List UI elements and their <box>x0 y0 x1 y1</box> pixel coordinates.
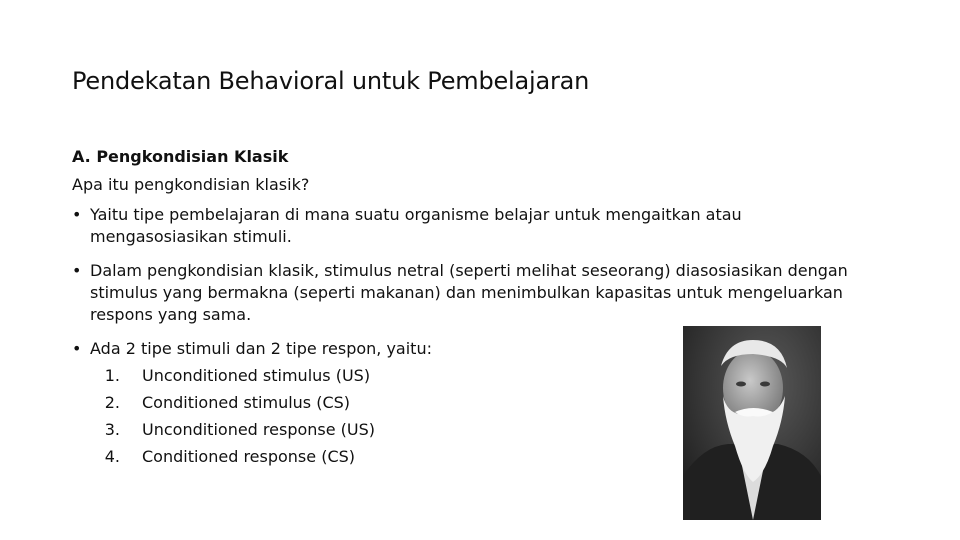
right-eye <box>760 382 770 387</box>
portrait-image <box>683 326 821 520</box>
slide-title: Pendekatan Behavioral untuk Pembelajaran <box>72 67 590 95</box>
bullet-item <box>72 204 852 248</box>
list-number: 1. <box>104 366 120 385</box>
list-text: Conditioned stimulus (CS) <box>142 393 351 412</box>
portrait-photo <box>683 326 821 520</box>
list-text: Conditioned response (CS) <box>142 447 356 466</box>
bullet-item <box>72 260 892 326</box>
list-number: 4. <box>104 447 120 466</box>
list-number: 3. <box>104 420 120 439</box>
bullet-dot: • <box>72 261 82 280</box>
bullet-text: Ada 2 tipe stimuli dan 2 tipe respon, yaitu: <box>90 339 432 358</box>
section-heading: A. Pengkondisian Klasik <box>72 147 289 166</box>
list-text: Unconditioned stimulus (US) <box>142 366 371 385</box>
list-number: 2. <box>104 393 120 412</box>
bullet-dot: • <box>72 339 82 358</box>
bullet-dot: • <box>72 205 82 224</box>
bullet-text: Dalam pengkondisian klasik, stimulus netral (seperti melihat seseorang) diasosiasikan dengan stimulus yang bermakna (seperti makanan) dan menimbulkan kapasitas untuk mengeluarkan respons yang sama. <box>90 261 848 324</box>
list-text: Unconditioned response (US) <box>142 420 376 439</box>
left-eye <box>736 382 746 387</box>
bullet-text: Yaitu tipe pembelajaran di mana suatu organisme belajar untuk mengaitkan atau mengasosiasikan stimuli. <box>90 205 742 246</box>
question-text: Apa itu pengkondisian klasik? <box>72 175 310 194</box>
